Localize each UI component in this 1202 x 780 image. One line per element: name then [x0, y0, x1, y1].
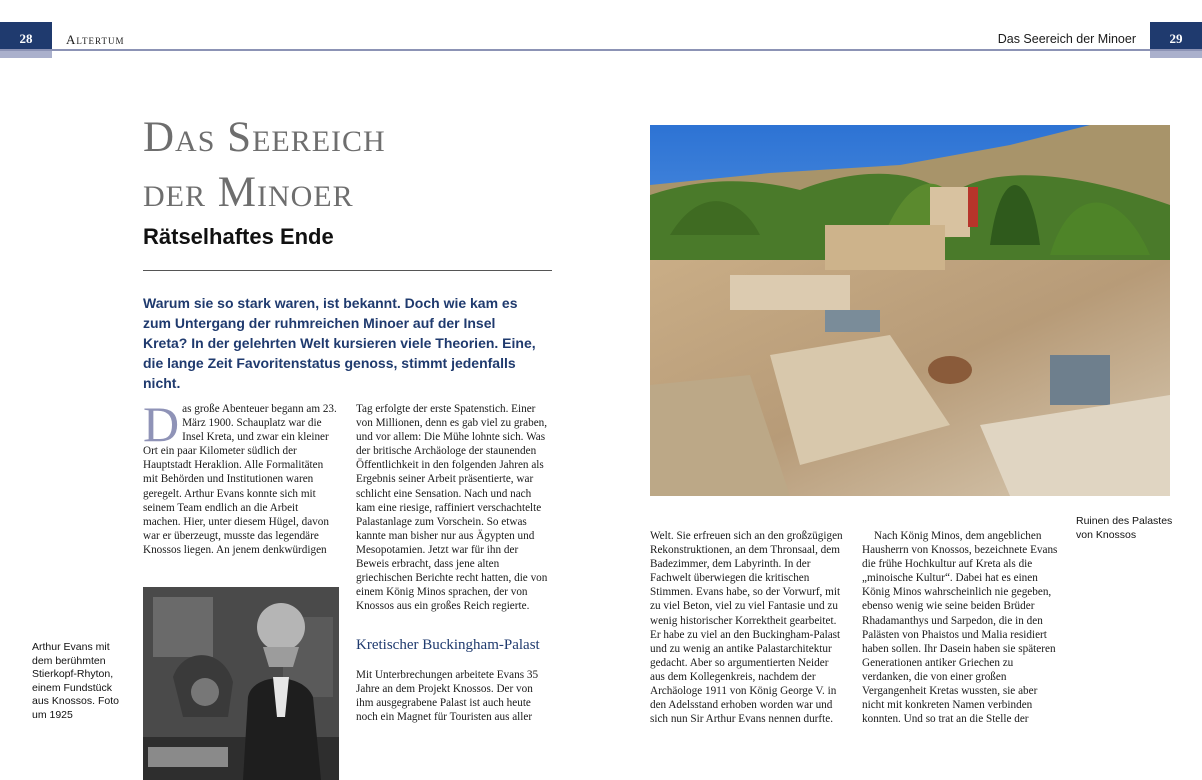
body-column-4: Nach König Minos, dem angeblichen Hausherrn von Knossos, bezeichnete Evans die frühe Hochkultur auf Kreta als die „minoische Kultur“. Dabei hat es einen König Minos wahrscheinlich nie gegeben, ebenso wenig wie seine beiden Brüder Rhadamanthys und Sarpedon, die in den Palästen von Phaistos und Malia residiert haben sollen. Ihr Dasein haben sie späteren Generationen antiker Griechen zu verdanken, die von einer großen Vergangenheit Kretas wussten, sie aber nicht mit konkreten Namen verbinden konnten. Und so trat an die Stelle der	[862, 530, 1058, 726]
drop-cap: D	[143, 396, 180, 452]
section-subhead: Kretischer Buckingham-Palast	[356, 637, 540, 653]
caption-ruins-photo: Ruinen des Palastes von Knossos	[1076, 515, 1173, 541]
caption-evans-photo: Arthur Evans mit dem berühmten Stierkopf-Rhyton, einem Fundstück aus Knossos. Foto um 1925	[32, 641, 119, 721]
page-tab-left	[0, 51, 52, 58]
title-rule	[143, 270, 552, 271]
header-rule	[0, 49, 1202, 51]
body-column-2b: Mit Unterbrechungen arbeitete Evans 35 Jahre an dem Projekt Knossos. Der von ihm ausgegrabene Palast ist auch heute noch ein Magnet für Touristen aus aller	[356, 669, 539, 724]
page-number-right: 29	[1150, 22, 1202, 50]
body-column-3: Welt. Sie erfreuen sich an den großzügigen Rekonstruktionen, an dem Thronsaal, dem Badezimmer, dem Labyrinth. In der Fachwelt überwiegen die kritischen Stimmen. Evans habe, so der Vorwurf, mit zu viel Beton, viel zu viel Fantasie und zu wenig historischer Korrektheit gearbeitet. Er habe zu viel an den Buckingham-Palast und zu wenig an antike Palastarchitektur gedacht. Aber so argumentierten Neider aus dem Kollegenkreis, nachdem der Archäologe 1911 von König George V. in den Adelsstand erhoben worden war und sich nun Sir Arthur Evans nennen durfte.	[650, 530, 843, 726]
article-title	[143, 110, 563, 220]
arthur-evans-photo	[143, 587, 339, 780]
knossos-ruins-photo	[650, 125, 1170, 496]
body-column-1	[143, 396, 338, 557]
running-head-right: Das Seereich der Minoer	[997, 32, 1136, 46]
article-subtitle: Rätselhaftes Ende	[143, 224, 334, 249]
body-column-2: Tag erfolgte der erste Spatenstich. Einer von Millionen, denn es gab viel zu graben, und vor allem: Die Mühe lohnte sich. Was der britische Archäologe der staunenden Öffentlichkeit in den folgenden Jahren als Ergebnis seiner Arbeit präsentierte, war schlicht eine Sensation. Nach und nach kam eine riesige, raffiniert verschachtelte Palastanlage zum Vorschein. So etwas kannte man bisher nur aus Ägypten und Mesopotamien. Jetzt war für ihn der Beweis erbracht, dass jene alten griechischen Berichte recht hatten, die von einem König Minos sprachen, der von Knossos aus ein großes Reich regierte.	[356, 403, 548, 613]
page-tab-right	[1150, 51, 1202, 58]
page-number-left: 28	[0, 22, 52, 50]
lead-paragraph: Warum sie so stark waren, ist bekannt. Doch wie kam es zum Untergang der ruhmreichen Minoer auf der Insel Kreta? In der gelehrten Welt kursieren viele Theorien. Eine, die lange Zeit Favoritenstatus genoss, stimmt jedenfalls nicht.	[143, 295, 536, 391]
body-column-1-text: as große Abenteuer begann am 23. März 1900. Schauplatz war die Insel Kreta, und zwar ein kleiner Ort ein paar Kilometer südlich der Hauptstadt Heraklion. Alle Formalitäten mit Behörden und Institutionen waren geregelt. Arthur Evans konnte sich mit seinem Team endlich an die Arbeit machen. Hier, unter diesem Hügel, davon war er überzeugt, musste das legendäre Knossos liegen. An jenem denkwürdigen	[143, 403, 337, 556]
title-line-2: der Minoer	[143, 169, 354, 216]
running-head-left: Altertum	[66, 32, 125, 47]
title-line-1: Das Seereich	[143, 114, 386, 161]
